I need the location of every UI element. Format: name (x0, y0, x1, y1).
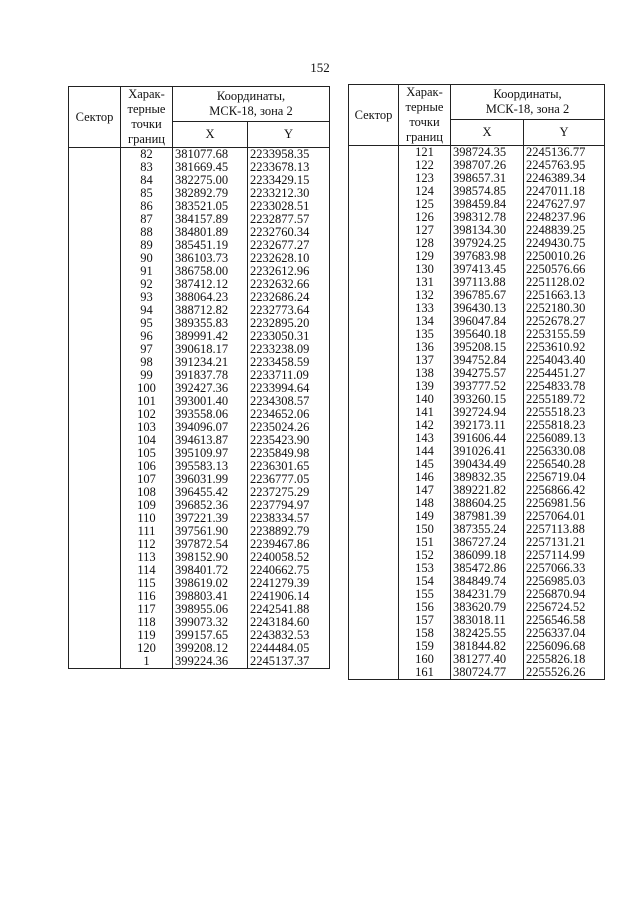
y-cell: 2254043.40 (524, 354, 605, 367)
x-cell: 381844.82 (451, 640, 524, 653)
points-header (399, 85, 451, 146)
sector-cell (349, 146, 399, 680)
y-cell: 2253610.92 (524, 341, 605, 354)
point-cell: 136 (399, 341, 451, 354)
x-cell: 398401.72 (173, 564, 248, 577)
table-body-left (69, 148, 330, 669)
x-cell: 391026.41 (451, 445, 524, 458)
header-row (349, 85, 605, 120)
y-cell: 2240662.75 (248, 564, 330, 577)
x-cell: 398724.35 (451, 146, 524, 160)
point-cell: 112 (121, 538, 173, 551)
y-cell: 2232895.20 (248, 317, 330, 330)
table-row (69, 148, 330, 162)
x-cell: 398312.78 (451, 211, 524, 224)
x-cell: 391234.21 (173, 356, 248, 369)
point-cell: 129 (399, 250, 451, 263)
point-cell: 115 (121, 577, 173, 590)
y-cell: 2245137.37 (248, 655, 330, 669)
point-cell: 132 (399, 289, 451, 302)
y-cell: 2257114.99 (524, 549, 605, 562)
table-row (349, 146, 605, 160)
point-cell: 123 (399, 172, 451, 185)
point-cell: 152 (399, 549, 451, 562)
x-cell: 396430.13 (451, 302, 524, 315)
y-cell: 2233458.59 (248, 356, 330, 369)
x-cell: 388712.82 (173, 304, 248, 317)
point-cell: 96 (121, 330, 173, 343)
y-cell: 2238334.57 (248, 512, 330, 525)
point-cell: 142 (399, 419, 451, 432)
points-header-line: Харак- (128, 87, 165, 101)
points-header-line: Харак- (406, 85, 443, 99)
x-cell: 391606.44 (451, 432, 524, 445)
y-cell: 2241906.14 (248, 590, 330, 603)
x-cell: 382275.00 (173, 174, 248, 187)
point-cell: 85 (121, 187, 173, 200)
point-cell: 144 (399, 445, 451, 458)
points-header-line: терные (405, 100, 444, 114)
y-cell: 2257113.88 (524, 523, 605, 536)
point-cell: 86 (121, 200, 173, 213)
point-cell: 135 (399, 328, 451, 341)
points-header-line: границ (406, 130, 443, 144)
x-cell: 386758.00 (173, 265, 248, 278)
points-header-line: точки (131, 117, 162, 131)
point-cell: 95 (121, 317, 173, 330)
coords-header-line: Координаты, (493, 87, 562, 101)
coordinates-table-right (348, 84, 605, 680)
x-cell: 397221.39 (173, 512, 248, 525)
x-cell: 388604.25 (451, 497, 524, 510)
x-cell: 395640.18 (451, 328, 524, 341)
x-cell: 392427.36 (173, 382, 248, 395)
x-cell: 396047.84 (451, 315, 524, 328)
x-cell: 396785.67 (451, 289, 524, 302)
point-cell: 153 (399, 562, 451, 575)
coords-header (173, 87, 330, 122)
page-number: 152 (310, 60, 330, 75)
point-cell: 97 (121, 343, 173, 356)
x-cell: 384849.74 (451, 575, 524, 588)
y-cell: 2255818.23 (524, 419, 605, 432)
point-cell: 111 (121, 525, 173, 538)
y-cell: 2235423.90 (248, 434, 330, 447)
point-cell: 100 (121, 382, 173, 395)
x-cell: 382892.79 (173, 187, 248, 200)
y-cell: 2248839.25 (524, 224, 605, 237)
y-cell: 2256981.56 (524, 497, 605, 510)
x-cell: 392724.94 (451, 406, 524, 419)
y-cell: 2256540.28 (524, 458, 605, 471)
y-cell: 2257131.21 (524, 536, 605, 549)
y-cell: 2256719.04 (524, 471, 605, 484)
x-cell: 390434.49 (451, 458, 524, 471)
y-cell: 2252678.27 (524, 315, 605, 328)
x-cell: 399157.65 (173, 629, 248, 642)
x-cell: 397561.90 (173, 525, 248, 538)
point-cell: 158 (399, 627, 451, 640)
sector-cell (69, 148, 121, 669)
y-cell: 2237794.97 (248, 499, 330, 512)
point-cell: 147 (399, 484, 451, 497)
point-cell: 82 (121, 148, 173, 162)
x-cell: 383620.79 (451, 601, 524, 614)
x-cell: 398955.06 (173, 603, 248, 616)
x-cell: 398707.26 (451, 159, 524, 172)
y-cell: 2233212.30 (248, 187, 330, 200)
x-cell: 395583.13 (173, 460, 248, 473)
x-cell: 384801.89 (173, 226, 248, 239)
y-cell: 2255189.72 (524, 393, 605, 406)
point-cell: 150 (399, 523, 451, 536)
y-cell: 2250010.26 (524, 250, 605, 263)
point-cell: 105 (121, 447, 173, 460)
point-cell: 108 (121, 486, 173, 499)
points-header-line: точки (409, 115, 440, 129)
y-cell: 2232612.96 (248, 265, 330, 278)
y-cell: 2234308.57 (248, 395, 330, 408)
x-cell: 394096.07 (173, 421, 248, 434)
y-cell: 2246389.34 (524, 172, 605, 185)
x-cell: 391837.78 (173, 369, 248, 382)
point-cell: 137 (399, 354, 451, 367)
point-cell: 131 (399, 276, 451, 289)
x-cell: 384157.89 (173, 213, 248, 226)
y-cell: 2232628.10 (248, 252, 330, 265)
y-cell: 2242541.88 (248, 603, 330, 616)
y-cell: 2237275.29 (248, 486, 330, 499)
point-cell: 143 (399, 432, 451, 445)
point-cell: 92 (121, 278, 173, 291)
y-cell: 2254833.78 (524, 380, 605, 393)
x-cell: 397113.88 (451, 276, 524, 289)
y-cell: 2249430.75 (524, 237, 605, 250)
y-header: Y (524, 120, 605, 146)
y-cell: 2233678.13 (248, 161, 330, 174)
x-cell: 385451.19 (173, 239, 248, 252)
y-cell: 2233238.09 (248, 343, 330, 356)
points-header-line: границ (128, 132, 165, 146)
point-cell: 159 (399, 640, 451, 653)
point-cell: 157 (399, 614, 451, 627)
point-cell: 128 (399, 237, 451, 250)
point-cell: 110 (121, 512, 173, 525)
point-cell: 109 (121, 499, 173, 512)
point-cell: 91 (121, 265, 173, 278)
y-cell: 2255518.23 (524, 406, 605, 419)
y-cell: 2232632.66 (248, 278, 330, 291)
x-cell: 396031.99 (173, 473, 248, 486)
point-cell: 114 (121, 564, 173, 577)
x-cell: 386099.18 (451, 549, 524, 562)
x-cell: 385472.86 (451, 562, 524, 575)
x-cell: 399224.36 (173, 655, 248, 669)
x-cell: 398459.84 (451, 198, 524, 211)
x-cell: 398657.31 (451, 172, 524, 185)
x-cell: 381277.40 (451, 653, 524, 666)
points-header-line: терные (127, 102, 166, 116)
y-cell: 2256089.13 (524, 432, 605, 445)
y-cell: 2241279.39 (248, 577, 330, 590)
point-cell: 87 (121, 213, 173, 226)
x-cell: 399073.32 (173, 616, 248, 629)
point-cell: 156 (399, 601, 451, 614)
table-body-right (349, 146, 605, 680)
x-cell: 392173.11 (451, 419, 524, 432)
point-cell: 104 (121, 434, 173, 447)
y-cell: 2232760.34 (248, 226, 330, 239)
coords-header-line: Координаты, (216, 89, 286, 103)
sector-header: Сектор (69, 87, 121, 148)
x-cell: 386727.24 (451, 536, 524, 549)
x-cell: 390618.17 (173, 343, 248, 356)
point-cell: 130 (399, 263, 451, 276)
point-cell: 121 (399, 146, 451, 160)
x-cell: 389221.82 (451, 484, 524, 497)
x-header: X (173, 122, 248, 148)
x-cell: 398134.30 (451, 224, 524, 237)
x-cell: 395208.15 (451, 341, 524, 354)
header-row (69, 87, 330, 122)
point-cell: 126 (399, 211, 451, 224)
y-cell: 2256337.04 (524, 627, 605, 640)
y-cell: 2233958.35 (248, 148, 330, 162)
x-cell: 387412.12 (173, 278, 248, 291)
y-header: Y (248, 122, 330, 148)
x-cell: 393001.40 (173, 395, 248, 408)
y-cell: 2251663.13 (524, 289, 605, 302)
y-cell: 2256985.03 (524, 575, 605, 588)
coordinates-table-left (68, 86, 330, 669)
points-header (121, 87, 173, 148)
y-cell: 2245763.95 (524, 159, 605, 172)
x-cell: 394752.84 (451, 354, 524, 367)
y-cell: 2235849.98 (248, 447, 330, 460)
y-cell: 2233994.64 (248, 382, 330, 395)
x-cell: 380724.77 (451, 666, 524, 680)
y-cell: 2255526.26 (524, 666, 605, 680)
point-cell: 120 (121, 642, 173, 655)
point-cell: 122 (399, 159, 451, 172)
y-cell: 2244484.05 (248, 642, 330, 655)
y-cell: 2233028.51 (248, 200, 330, 213)
x-cell: 389832.35 (451, 471, 524, 484)
x-cell: 397683.98 (451, 250, 524, 263)
point-cell: 117 (121, 603, 173, 616)
point-cell: 134 (399, 315, 451, 328)
point-cell: 151 (399, 536, 451, 549)
point-cell: 98 (121, 356, 173, 369)
point-cell: 1 (121, 655, 173, 669)
y-cell: 2240058.52 (248, 551, 330, 564)
point-cell: 124 (399, 185, 451, 198)
point-cell: 161 (399, 666, 451, 680)
point-cell: 89 (121, 239, 173, 252)
y-cell: 2243832.53 (248, 629, 330, 642)
point-cell: 160 (399, 653, 451, 666)
coords-header-line: МСК-18, зона 2 (209, 104, 293, 118)
y-cell: 2235024.26 (248, 421, 330, 434)
point-cell: 125 (399, 198, 451, 211)
y-cell: 2257066.33 (524, 562, 605, 575)
point-cell: 102 (121, 408, 173, 421)
y-cell: 2256870.94 (524, 588, 605, 601)
point-cell: 140 (399, 393, 451, 406)
point-cell: 138 (399, 367, 451, 380)
x-cell: 393260.15 (451, 393, 524, 406)
y-cell: 2236301.65 (248, 460, 330, 473)
y-cell: 2232686.24 (248, 291, 330, 304)
point-cell: 84 (121, 174, 173, 187)
x-cell: 393558.06 (173, 408, 248, 421)
x-cell: 383521.05 (173, 200, 248, 213)
point-cell: 119 (121, 629, 173, 642)
point-cell: 118 (121, 616, 173, 629)
coords-header (451, 85, 605, 120)
x-cell: 397924.25 (451, 237, 524, 250)
point-cell: 149 (399, 510, 451, 523)
point-cell: 103 (121, 421, 173, 434)
point-cell: 107 (121, 473, 173, 486)
y-cell: 2234652.06 (248, 408, 330, 421)
y-cell: 2248237.96 (524, 211, 605, 224)
x-cell: 398803.41 (173, 590, 248, 603)
y-cell: 2245136.77 (524, 146, 605, 160)
y-cell: 2233429.15 (248, 174, 330, 187)
x-cell: 389991.42 (173, 330, 248, 343)
point-cell: 113 (121, 551, 173, 564)
y-cell: 2256096.68 (524, 640, 605, 653)
point-cell: 154 (399, 575, 451, 588)
point-cell: 146 (399, 471, 451, 484)
x-cell: 388064.23 (173, 291, 248, 304)
x-cell: 398152.90 (173, 551, 248, 564)
y-cell: 2257064.01 (524, 510, 605, 523)
point-cell: 127 (399, 224, 451, 237)
x-cell: 394275.57 (451, 367, 524, 380)
x-cell: 381669.45 (173, 161, 248, 174)
x-cell: 394613.87 (173, 434, 248, 447)
x-cell: 386103.73 (173, 252, 248, 265)
y-cell: 2239467.86 (248, 538, 330, 551)
x-cell: 397872.54 (173, 538, 248, 551)
point-cell: 99 (121, 369, 173, 382)
x-cell: 383018.11 (451, 614, 524, 627)
point-cell: 139 (399, 380, 451, 393)
y-cell: 2232677.27 (248, 239, 330, 252)
x-cell: 396455.42 (173, 486, 248, 499)
x-header: X (451, 120, 524, 146)
x-cell: 395109.97 (173, 447, 248, 460)
point-cell: 106 (121, 460, 173, 473)
x-cell: 396852.36 (173, 499, 248, 512)
y-cell: 2238892.79 (248, 525, 330, 538)
x-cell: 384231.79 (451, 588, 524, 601)
y-cell: 2243184.60 (248, 616, 330, 629)
y-cell: 2247627.97 (524, 198, 605, 211)
y-cell: 2255826.18 (524, 653, 605, 666)
point-cell: 94 (121, 304, 173, 317)
x-cell: 398619.02 (173, 577, 248, 590)
point-cell: 133 (399, 302, 451, 315)
sector-header: Сектор (349, 85, 399, 146)
y-cell: 2251128.02 (524, 276, 605, 289)
y-cell: 2232773.64 (248, 304, 330, 317)
x-cell: 398574.85 (451, 185, 524, 198)
y-cell: 2250576.66 (524, 263, 605, 276)
y-cell: 2247011.18 (524, 185, 605, 198)
point-cell: 116 (121, 590, 173, 603)
y-cell: 2254451.27 (524, 367, 605, 380)
point-cell: 141 (399, 406, 451, 419)
x-cell: 387355.24 (451, 523, 524, 536)
point-cell: 101 (121, 395, 173, 408)
point-cell: 155 (399, 588, 451, 601)
x-cell: 399208.12 (173, 642, 248, 655)
x-cell: 387981.39 (451, 510, 524, 523)
point-cell: 145 (399, 458, 451, 471)
y-cell: 2236777.05 (248, 473, 330, 486)
y-cell: 2233711.09 (248, 369, 330, 382)
point-cell: 148 (399, 497, 451, 510)
y-cell: 2232877.57 (248, 213, 330, 226)
x-cell: 397413.45 (451, 263, 524, 276)
x-cell: 393777.52 (451, 380, 524, 393)
y-cell: 2252180.30 (524, 302, 605, 315)
y-cell: 2256724.52 (524, 601, 605, 614)
x-cell: 381077.68 (173, 148, 248, 162)
y-cell: 2256330.08 (524, 445, 605, 458)
point-cell: 90 (121, 252, 173, 265)
coords-header-line: МСК-18, зона 2 (485, 102, 570, 116)
y-cell: 2233050.31 (248, 330, 330, 343)
x-cell: 382425.55 (451, 627, 524, 640)
y-cell: 2256546.58 (524, 614, 605, 627)
y-cell: 2253155.59 (524, 328, 605, 341)
point-cell: 88 (121, 226, 173, 239)
y-cell: 2256866.42 (524, 484, 605, 497)
point-cell: 83 (121, 161, 173, 174)
point-cell: 93 (121, 291, 173, 304)
x-cell: 389355.83 (173, 317, 248, 330)
